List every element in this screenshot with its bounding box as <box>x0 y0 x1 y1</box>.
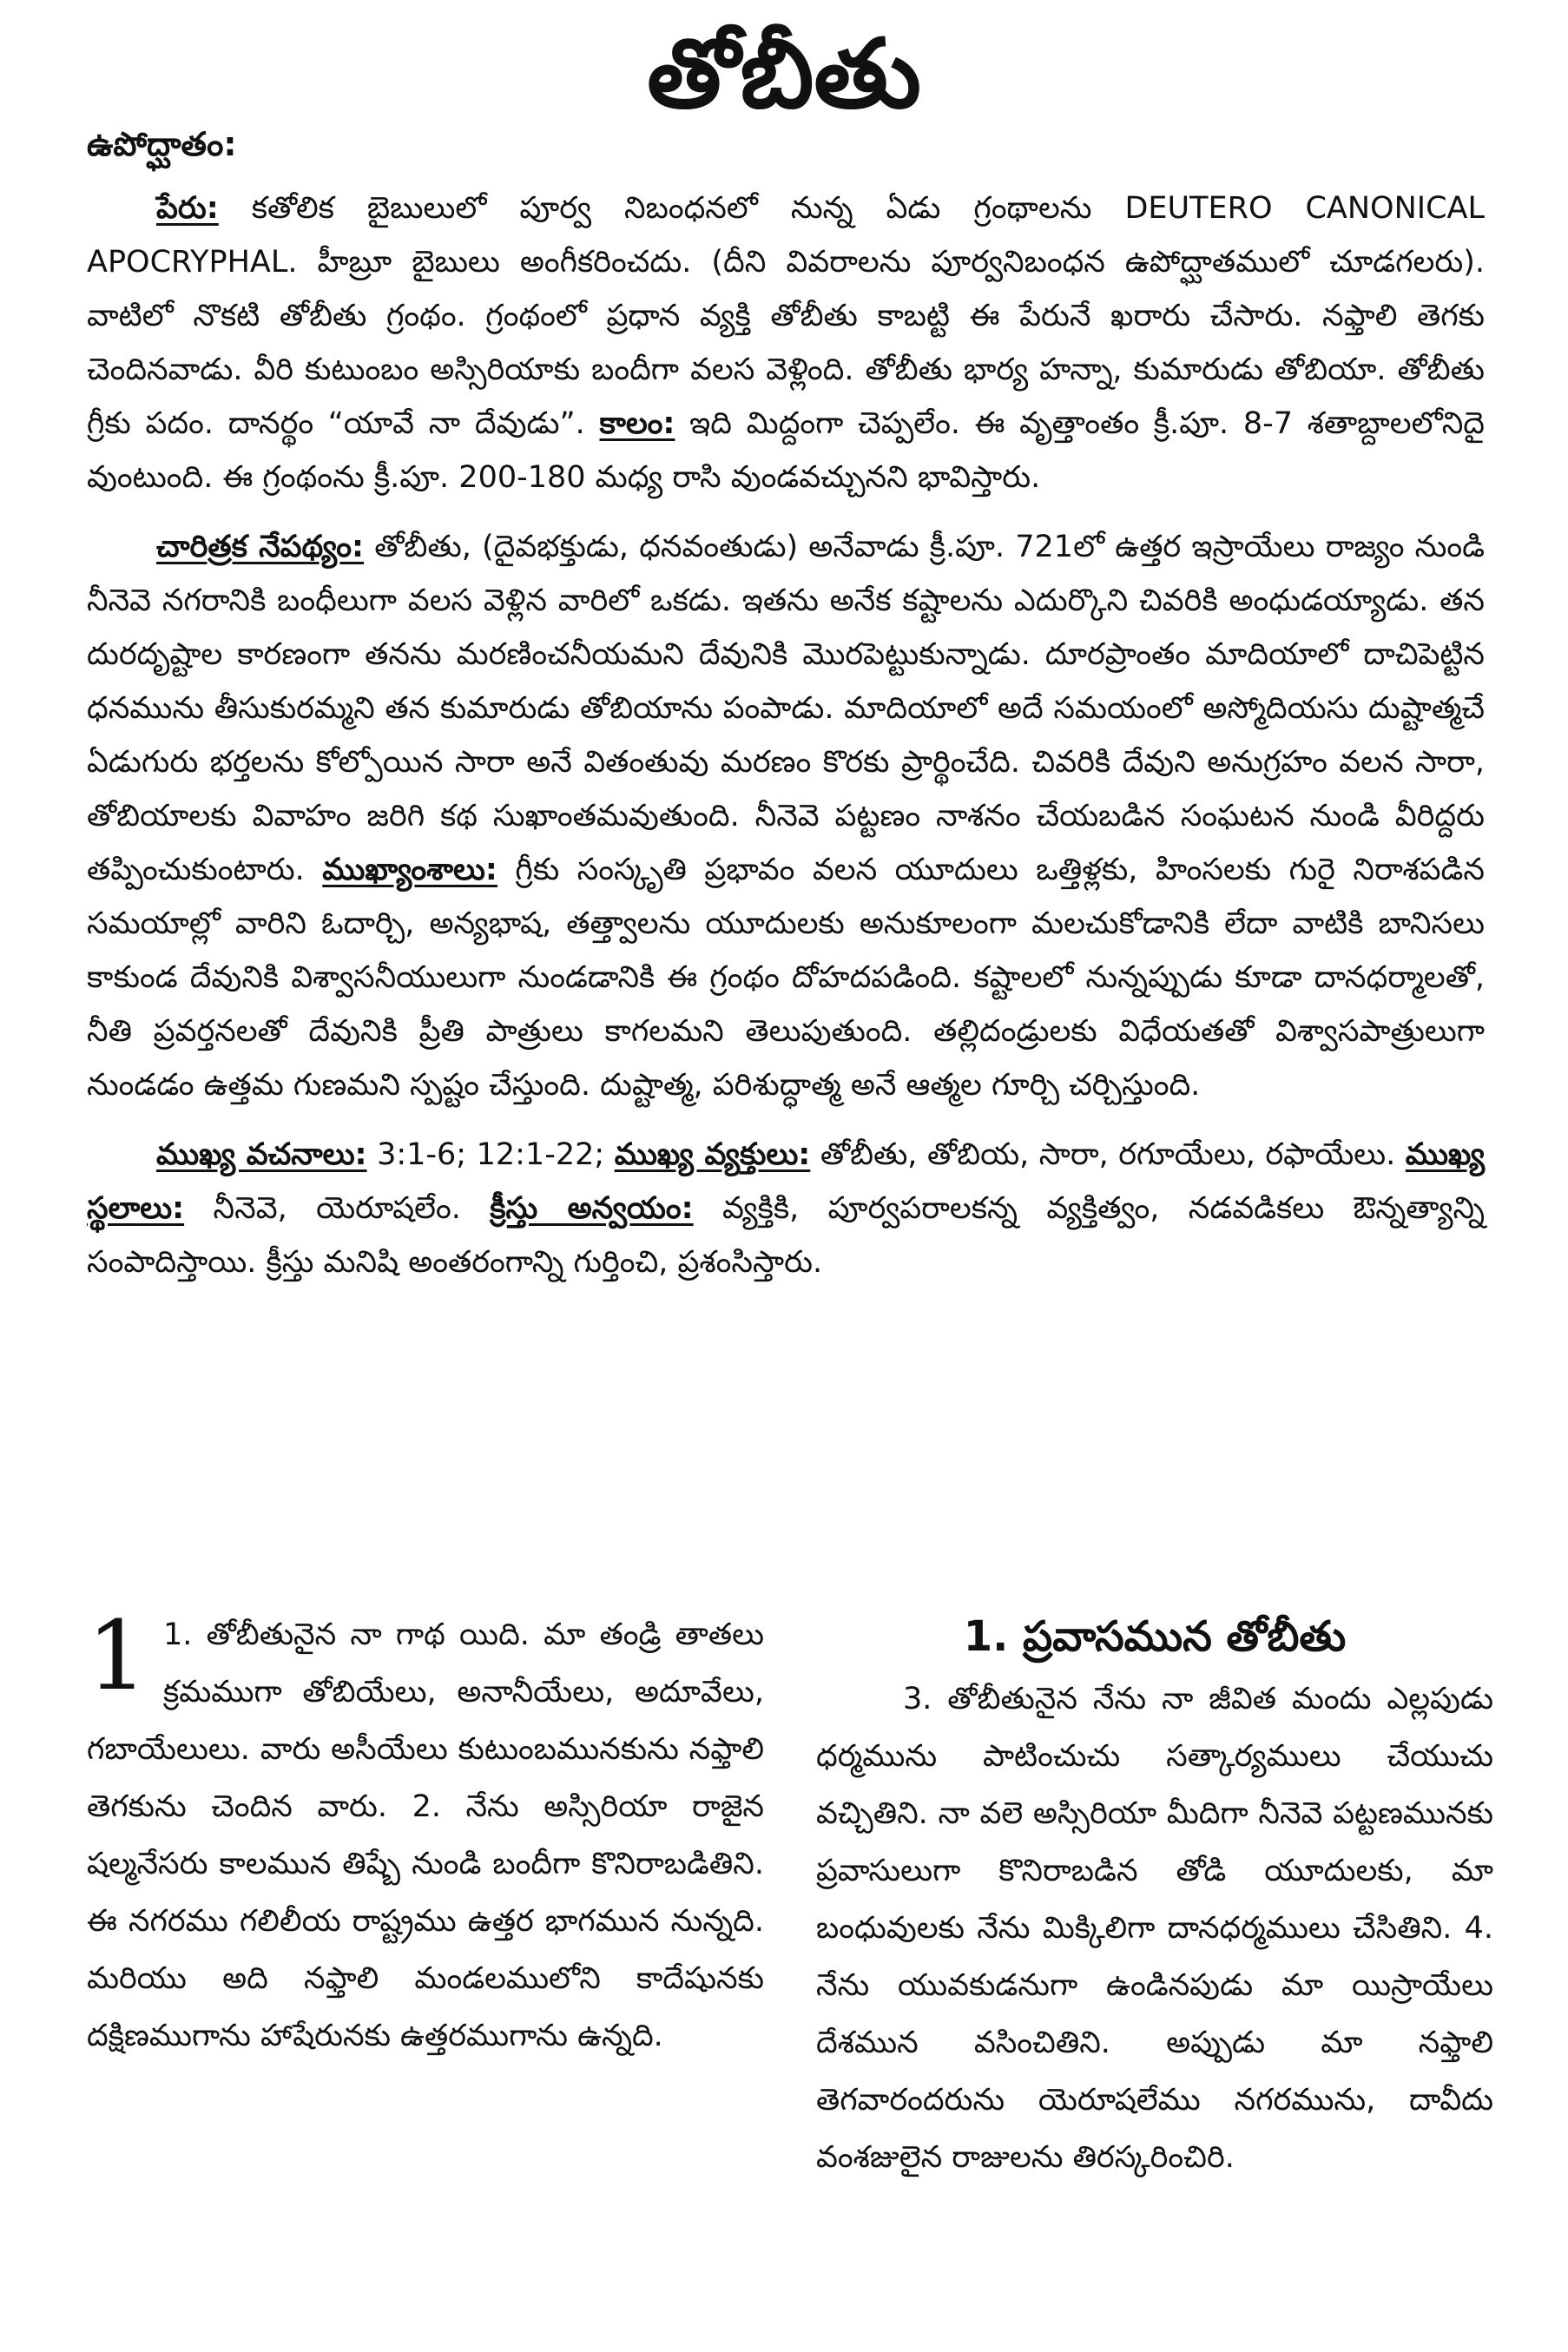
intro-heading: ఉపోద్ఘాతం: <box>87 125 237 163</box>
label-name: పేరు: <box>156 191 219 226</box>
name-text: కతోలిక బైబులులో పూర్వ నిబంధనలో నున్న ఏడు గ్రంథాలను DEUTERO CANONICAL APOCRYPHAL. హీబ్రూ బైబులు అంగీకరించదు. (దీని వివరాలను పూర్వనిబంధన ఉపోద్ఘాతములో చూడగలరు). వాటిలో నొకటి తోబీతు గ్రంథం. గ్రంథంలో ప్రధాన వ్యక్తి తోబీతు కాబట్టి ఈ పేరునే ఖరారు చేసారు. నఫ్తాలి తెగకు చెందినవాడు. వీరి కుటుంబం అస్సిరియాకు బందీగా వలస వెళ్లింది. తోబీతు భార్య హన్నా, కుమారుడు తోబియా. తోబీతు గ్రీకు పదం. దానర్థం “యావే నా దేవుడు”. <box>87 191 1485 441</box>
intro-paragraph-keys <box>87 1128 1485 1289</box>
key-places-text: నీనెవె, యెరూషలేం. <box>184 1191 491 1226</box>
key-verses-text: 3:1-6; 12:1-22; <box>366 1137 615 1172</box>
label-key-verses: ముఖ్య వచనాలు: <box>156 1137 367 1172</box>
label-time: కాలం: <box>599 406 675 441</box>
section-heading: 1. ప్రవాసమున తోబీతు <box>963 1612 1347 1661</box>
chapter-left-column <box>87 1600 764 2065</box>
chapter-right-column <box>816 1606 1493 2186</box>
intro-paragraph-history <box>87 520 1485 1112</box>
label-history: చారిత్రక నేపథ్యం: <box>156 530 365 564</box>
label-key-persons: ముఖ్య వ్యక్తులు: <box>614 1137 811 1172</box>
christ-application-text: వ్యక్తికి, పూర్వపరాలకన్న వ్యక్తిత్వం, నడవడికలు ఔన్నత్యాన్ని సంపాదిస్తాయి. క్రీస్తు మనిషి అంతరంగాన్ని గుర్తించి, ప్రశంసిస్తారు. <box>87 1191 1485 1280</box>
intro-paragraph-name <box>87 181 1485 504</box>
introduction <box>87 117 1485 1305</box>
book-title: తోబీతు <box>647 17 921 129</box>
chapter-right-text: 3. తోబీతునైన నేను నా జీవిత మందు ఎల్లపుడు ధర్మమును పాటించుచు సత్కార్యములు చేయుచు వచ్చితిని. నా వలె అస్సిరియా మీదిగా నీనెవె పట్టణమునకు ప్రవాసులుగా కొనిరాబడిన తోడి యూదులకు, మా బంధువులకు నేను మిక్కిలిగా దానధర్మములు చేసితిని. 4. నేను యువకుడనుగా ఉండినపుడు మా యిస్రాయేలు దేశమున వసించితిని. అప్పుడు మా నఫ్తాలి తెగవారందరును యెరూషలేము నగరమును, దావీదు వంశజులైన రాజులను తిరస్కరించిరి. <box>816 1682 1493 2175</box>
time-text: ఇది మిద్దంగా చెప్పలేం. ఈ వృత్తాంతం క్రీ.పూ. 8-7 శతాబ్దాలలోనిదై వుంటుంది. ఈ గ్రంథంను క్రీ.పూ. 200-180 మధ్య రాసి వుండవచ్చునని భావిస్తారు. <box>87 406 1485 495</box>
chapter-left-text: 1. తోబీతునైన నా గాథ యిది. మా తండ్రి తాతలు క్రమముగా తోబియేలు, అనానీయేలు, అదూవేలు, గబాయేలులు. వారు అసీయేలు కుటుంబమునకును నఫ్తాలి తెగకును చెందిన వారు. 2. నేను అస్సిరియా రాజైన షల్మనేసరు కాలమున తిష్బే నుండి బందీగా కొనిరాబడితిని. ఈ నగరము గలిలీయ రాష్ట్రము ఉత్తర భాగమున నున్నది. మరియు అది నఫ్తాలి మండలములోని కాదేషునకు దక్షిణముగాను హాషేరునకు ఉత్తరముగాను ఉన్నది. <box>87 1617 764 2053</box>
key-persons-text: తోబీతు, తోబియ, సారా, రగూయేలు, రఫాయేలు. <box>810 1137 1406 1172</box>
label-key-places: ముఖ్య స్థలాలు: <box>87 1137 1486 1226</box>
chapter-number: 1 <box>87 1600 148 1711</box>
themes-text: గ్రీకు సంస్కృతి ప్రభావం వలన యూదులు ఒత్తిళ్లకు, హింసలకు గురై నిరాశపడిన సమయాల్లో వారిని ఓదార్చి, అన్యభాష, తత్త్వాలను యూదులకు అనుకూలంగా మలచుకోడానికి లేదా వాటికి బానిసలు కాకుండ దేవునికి విశ్వాసనీయులుగా నుండడానికి ఈ గ్రంథం దోహదపడింది. కష్టాలలో నున్నప్పుడు కూడా దానధర్మాలతో, నీతి ప్రవర్తనలతో దేవునికి ప్రీతి పాత్రులు కాగలమని తెలుపుతుంది. తల్లిదండ్రులకు విధేయతతో విశ్వాసపాత్రులుగా నుండడం ఉత్తమ గుణమని స్పష్టం చేస్తుంది. దుష్టాత్మ, పరిశుద్ధాత్మ అనే ఆత్మల గూర్చి చర్చిస్తుంది. <box>87 853 1485 1103</box>
label-themes: ముఖ్యాంశాలు: <box>322 853 497 887</box>
label-christ-application: క్రీస్తు అన్వయం: <box>490 1191 694 1226</box>
history-text: తోబీతు, (దైవభక్తుడు, ధనవంతుడు) అనేవాడు క్రీ.పూ. 721లో ఉత్తర ఇస్రాయేలు రాజ్యం నుండి నీనెవె నగరానికి బంధీలుగా వలస వెళ్లిన వారిలో ఒకడు. ఇతను అనేక కష్టాలను ఎదుర్కొని చివరికి అంధుడయ్యాడు. తన దురదృష్టాల కారణంగా తనను మరణించనీయమని దేవునికి మొరపెట్టుకున్నాడు. దూరప్రాంతం మాదియాలో దాచిపెట్టిన ధనమును తీసుకురమ్మని తన కుమారుడు తోబియాను పంపాడు. మాదియాలో అదే సమయంలో అస్మోదియసు దుష్టాత్మచే ఏడుగురు భర్తలను కోల్పోయిన సారా అనే వితంతువు మరణం కొరకు ప్రార్థించేది. చివరికి దేవుని అనుగ్రహం వలన సారా, తోబియాలకు వివాహం జరిగి కథ సుఖాంతమవుతుంది. నీనెవె పట్టణం నాశనం చేయబడిన సంఘటన నుండి వీరిద్దరు తప్పించుకుంటారు. <box>87 530 1485 887</box>
